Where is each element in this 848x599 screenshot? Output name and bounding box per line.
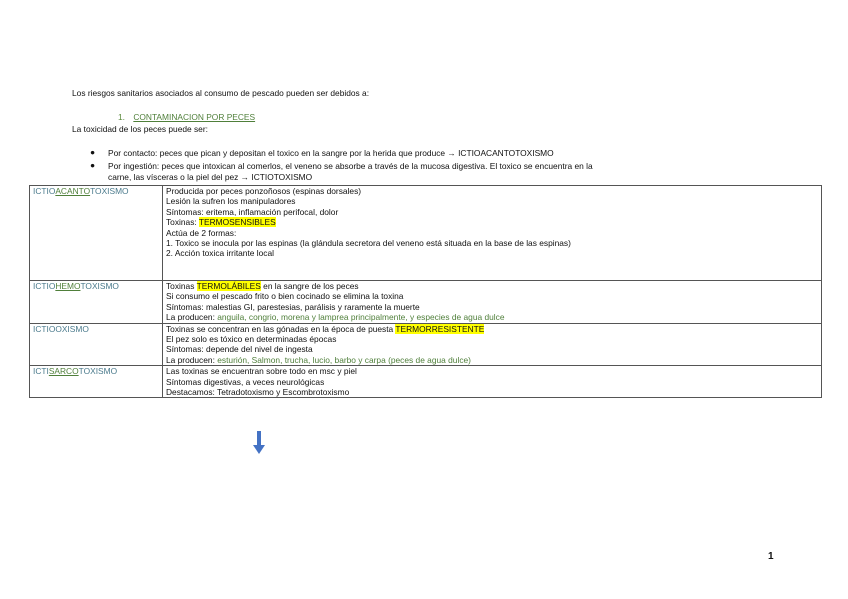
row-description: Las toxinas se encuentran sobre todo en msc y piel Síntomas digestivas, a veces neurológicas Destacamos: Tetradotoxismo y Escombrotoxismo xyxy=(163,366,822,398)
toxicity-table xyxy=(29,185,822,398)
intro-text: Los riesgos sanitarios asociados al consumo de pescado pueden ser debidos a: xyxy=(72,88,370,98)
row-name: ICTISARCOTOXISMO xyxy=(30,366,163,398)
section-title: CONTAMINACION POR PECES xyxy=(133,112,256,122)
bullet-ingestion-cont: carne, las vísceras o la piel del pez → ICTIOTOXISMO xyxy=(108,172,313,182)
highlight-termorresistente: TERMORRESISTENTE xyxy=(395,323,485,334)
table-row xyxy=(30,186,822,281)
table-row xyxy=(30,323,822,366)
row-description: Toxinas se concentran en las gónadas en la época de puesta TERMORRESISTENTE El pez solo es tóxico en determinadas épocas Síntomas: depende del nivel de ingesta La producen: esturión, Salmon, trucha, lucio, barbo y carpa (peces de agua dulce) xyxy=(163,323,822,366)
highlight-termosensibles: TERMOSENSIBLES xyxy=(198,217,276,228)
row-name: ICTIOHEMOTOXISMO xyxy=(30,281,163,324)
bullet-ingestion: Por ingestión: peces que intoxican al comerlos, el veneno se absorbe a través de la mucosa digestiva. El toxico se encuentra en la xyxy=(108,161,593,171)
highlight-termolabiles: TERMOLÁBILES xyxy=(196,281,261,291)
bullet-contact: Por contacto: peces que pican y depositan el toxico en la sangre por la herida que produce → ICTIOACANTOTOXISMO xyxy=(108,148,554,158)
section-number: 1. xyxy=(118,112,125,122)
table-row xyxy=(30,281,822,324)
row-description: Producida por peces ponzoñosos (espinas dorsales) Lesión la sufren los manipuladores Síntomas: eritema, inflamación perifocal, dolor Toxinas: TERMOSENSIBLES Actúa de 2 formas: 1. Toxico se inocula por las espinas (la glándula secretora del veneno está situada en la base de las espinas) 2. Acción toxica irritante local xyxy=(163,186,822,281)
page-number: 1 xyxy=(768,551,774,562)
row-name: ICTIOOXISMO xyxy=(30,323,163,366)
row-name: ICTIOACANTOTOXISMO xyxy=(30,186,163,281)
bullet-dot: ● xyxy=(90,147,96,157)
subtitle-text: La toxicidad de los peces puede ser: xyxy=(72,124,208,134)
row-description: Toxinas TERMOLÁBILES en la sangre de los peces Si consumo el pescado frito o bien cocinado se elimina la toxina Síntomas: malestias GI, parestesias, parálisis y raramente la muerte La producen: anguila, congrio, morena y lamprea principalmente, y especies de agua dulce xyxy=(163,281,822,324)
section-heading xyxy=(118,112,255,122)
table-row xyxy=(30,366,822,398)
arrow-down-icon xyxy=(252,431,266,455)
bullet-dot: ● xyxy=(90,160,96,170)
